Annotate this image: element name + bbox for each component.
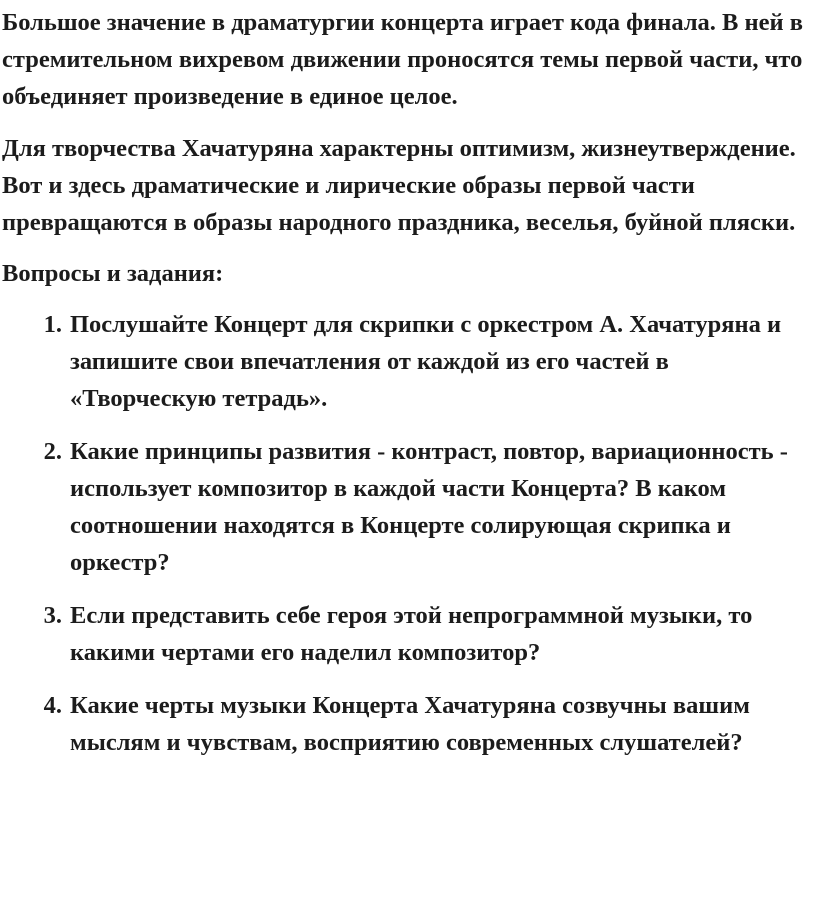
- task-list: [2, 306, 816, 761]
- list-item: [2, 433, 816, 581]
- list-item-text: Какие принципы развития - контраст, повтор, вариационность - использует композитор в каждой части Концерта? В каком соотношении находятся в Концерте солирующая скрипка и оркестр?: [70, 438, 788, 576]
- list-item: [2, 597, 816, 671]
- list-item-text: Послушайте Концерт для скрипки с оркестром А. Хачатуряна и запишите свои впечатления от каждой из его частей в «Творческую тетрадь».: [70, 311, 782, 412]
- list-item-text: Если представить себе героя этой непрограммной музыки, то какими чертами его наделил композитор?: [70, 602, 753, 666]
- paragraph-optimism: Для творчества Хачатуряна характерны оптимизм, жизнеутверждение. Вот и здесь драматические и лирические образы первой части превращаются в образы народного праздника, веселья, буйной пляски.: [2, 135, 796, 236]
- paragraph-coda: Большое значение в драматургии концерта играет кода финала. В ней в стремительном вихревом движении проносятся темы первой части, что объединяет произведение в единое целое.: [2, 9, 803, 110]
- list-item-number: 2.: [43, 438, 62, 465]
- list-item: [2, 687, 816, 761]
- list-item-number: 3.: [43, 602, 62, 629]
- list-item: [2, 306, 816, 417]
- list-item-number: 4.: [43, 692, 62, 719]
- questions-heading: Вопросы и задания:: [2, 260, 224, 287]
- list-item-text: Какие черты музыки Концерта Хачатуряна созвучны вашим мыслям и чувствам, восприятию современных слушателей?: [70, 692, 750, 756]
- list-item-number: 1.: [43, 311, 62, 338]
